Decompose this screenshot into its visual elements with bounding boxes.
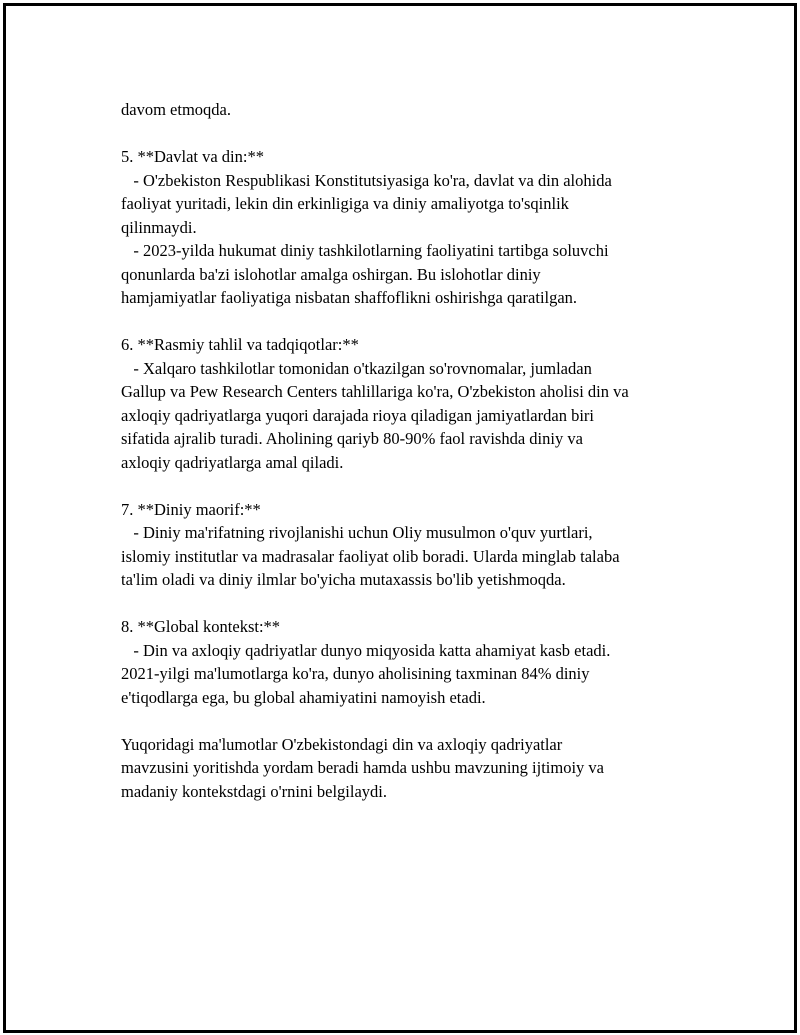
bullet-paragraph <box>121 169 701 240</box>
text-line: madaniy kontekstdagi o'rnini belgilaydi. <box>121 781 388 801</box>
bullet-paragraph <box>121 639 701 710</box>
text-line: hamjamiyatlar faoliyatiga nisbatan shaffoflikni oshirishga qaratilgan. <box>121 288 578 307</box>
text-line: islomiy institutlar va madrasalar faoliyat olib boradi. Ularda minglab talaba <box>121 546 620 566</box>
section-davlat-va-din <box>121 145 701 310</box>
page <box>3 3 797 1033</box>
section-heading: 6. **Rasmiy tahlil va tadqiqotlar:** <box>121 335 359 354</box>
text-line: qilinmaydi. <box>121 217 197 237</box>
text-line: qonunlarda ba'zi islohotlar amalga oshirgan. Bu islohotlar diniy <box>121 264 541 284</box>
text-line: - 2023-yilda hukumat diniy tashkilotlarning faoliyatini tartibga soluvchi <box>121 241 609 260</box>
section-rasmiy-tahlil <box>121 333 701 474</box>
text-line: - O'zbekiston Respublikasi Konstitutsiyasiga ko'ra, davlat va din alohida <box>121 170 612 190</box>
section-diniy-maorif <box>121 498 701 592</box>
text-line: davom etmoqda. <box>121 100 231 119</box>
section-heading: 8. **Global kontekst:** <box>121 617 281 636</box>
text-line: sifatida ajralib turadi. Aholining qariyb 80-90% faol ravishda diniy va <box>121 429 583 448</box>
text-line: 2021-yilgi ma'lumotlarga ko'ra, dunyo aholisining taxminan 84% diniy <box>121 664 590 683</box>
text-line: - Din va axloqiy qadriyatlar dunyo miqyosida katta ahamiyat kasb etadi. <box>121 640 611 660</box>
bullet-paragraph <box>121 521 701 592</box>
intro-paragraph <box>121 98 701 122</box>
text-line: e'tiqodlarga ega, bu global ahamiyatini namoyish etadi. <box>121 687 486 707</box>
text-line: axloqiy qadriyatlarga amal qiladi. <box>121 452 344 472</box>
section-global-kontekst <box>121 615 701 709</box>
text-line: - Xalqaro tashkilotlar tomonidan o'tkazilgan so'rovnomalar, jumladan <box>121 358 592 378</box>
text-line: faoliyat yuritadi, lekin din erkinligiga va diniy amaliyotga to'sqinlik <box>121 194 569 213</box>
bullet-paragraph <box>121 239 701 310</box>
bullet-paragraph <box>121 357 701 475</box>
text-line: - Diniy ma'rifatning rivojlanishi uchun Oliy musulmon o'quv yurtlari, <box>121 523 593 542</box>
text-line: ta'lim oladi va diniy ilmlar bo'yicha mutaxassis bo'lib yetishmoqda. <box>121 570 566 589</box>
text-line: mavzusini yoritishda yordam beradi hamda ushbu mavzuning ijtimoiy va <box>121 758 604 777</box>
document-body <box>121 98 701 803</box>
section-heading: 5. **Davlat va din:** <box>121 147 264 166</box>
text-line: Gallup va Pew Research Centers tahlillariga ko'ra, O'zbekiston aholisi din va <box>121 382 629 401</box>
text-line: axloqiy qadriyatlarga yuqori darajada rioya qiladigan jamiyatlardan biri <box>121 405 594 425</box>
text-line: Yuqoridagi ma'lumotlar O'zbekistondagi din va axloqiy qadriyatlar <box>121 734 563 754</box>
section-heading: 7. **Diniy maorif:** <box>121 499 261 519</box>
conclusion-paragraph <box>121 733 701 804</box>
